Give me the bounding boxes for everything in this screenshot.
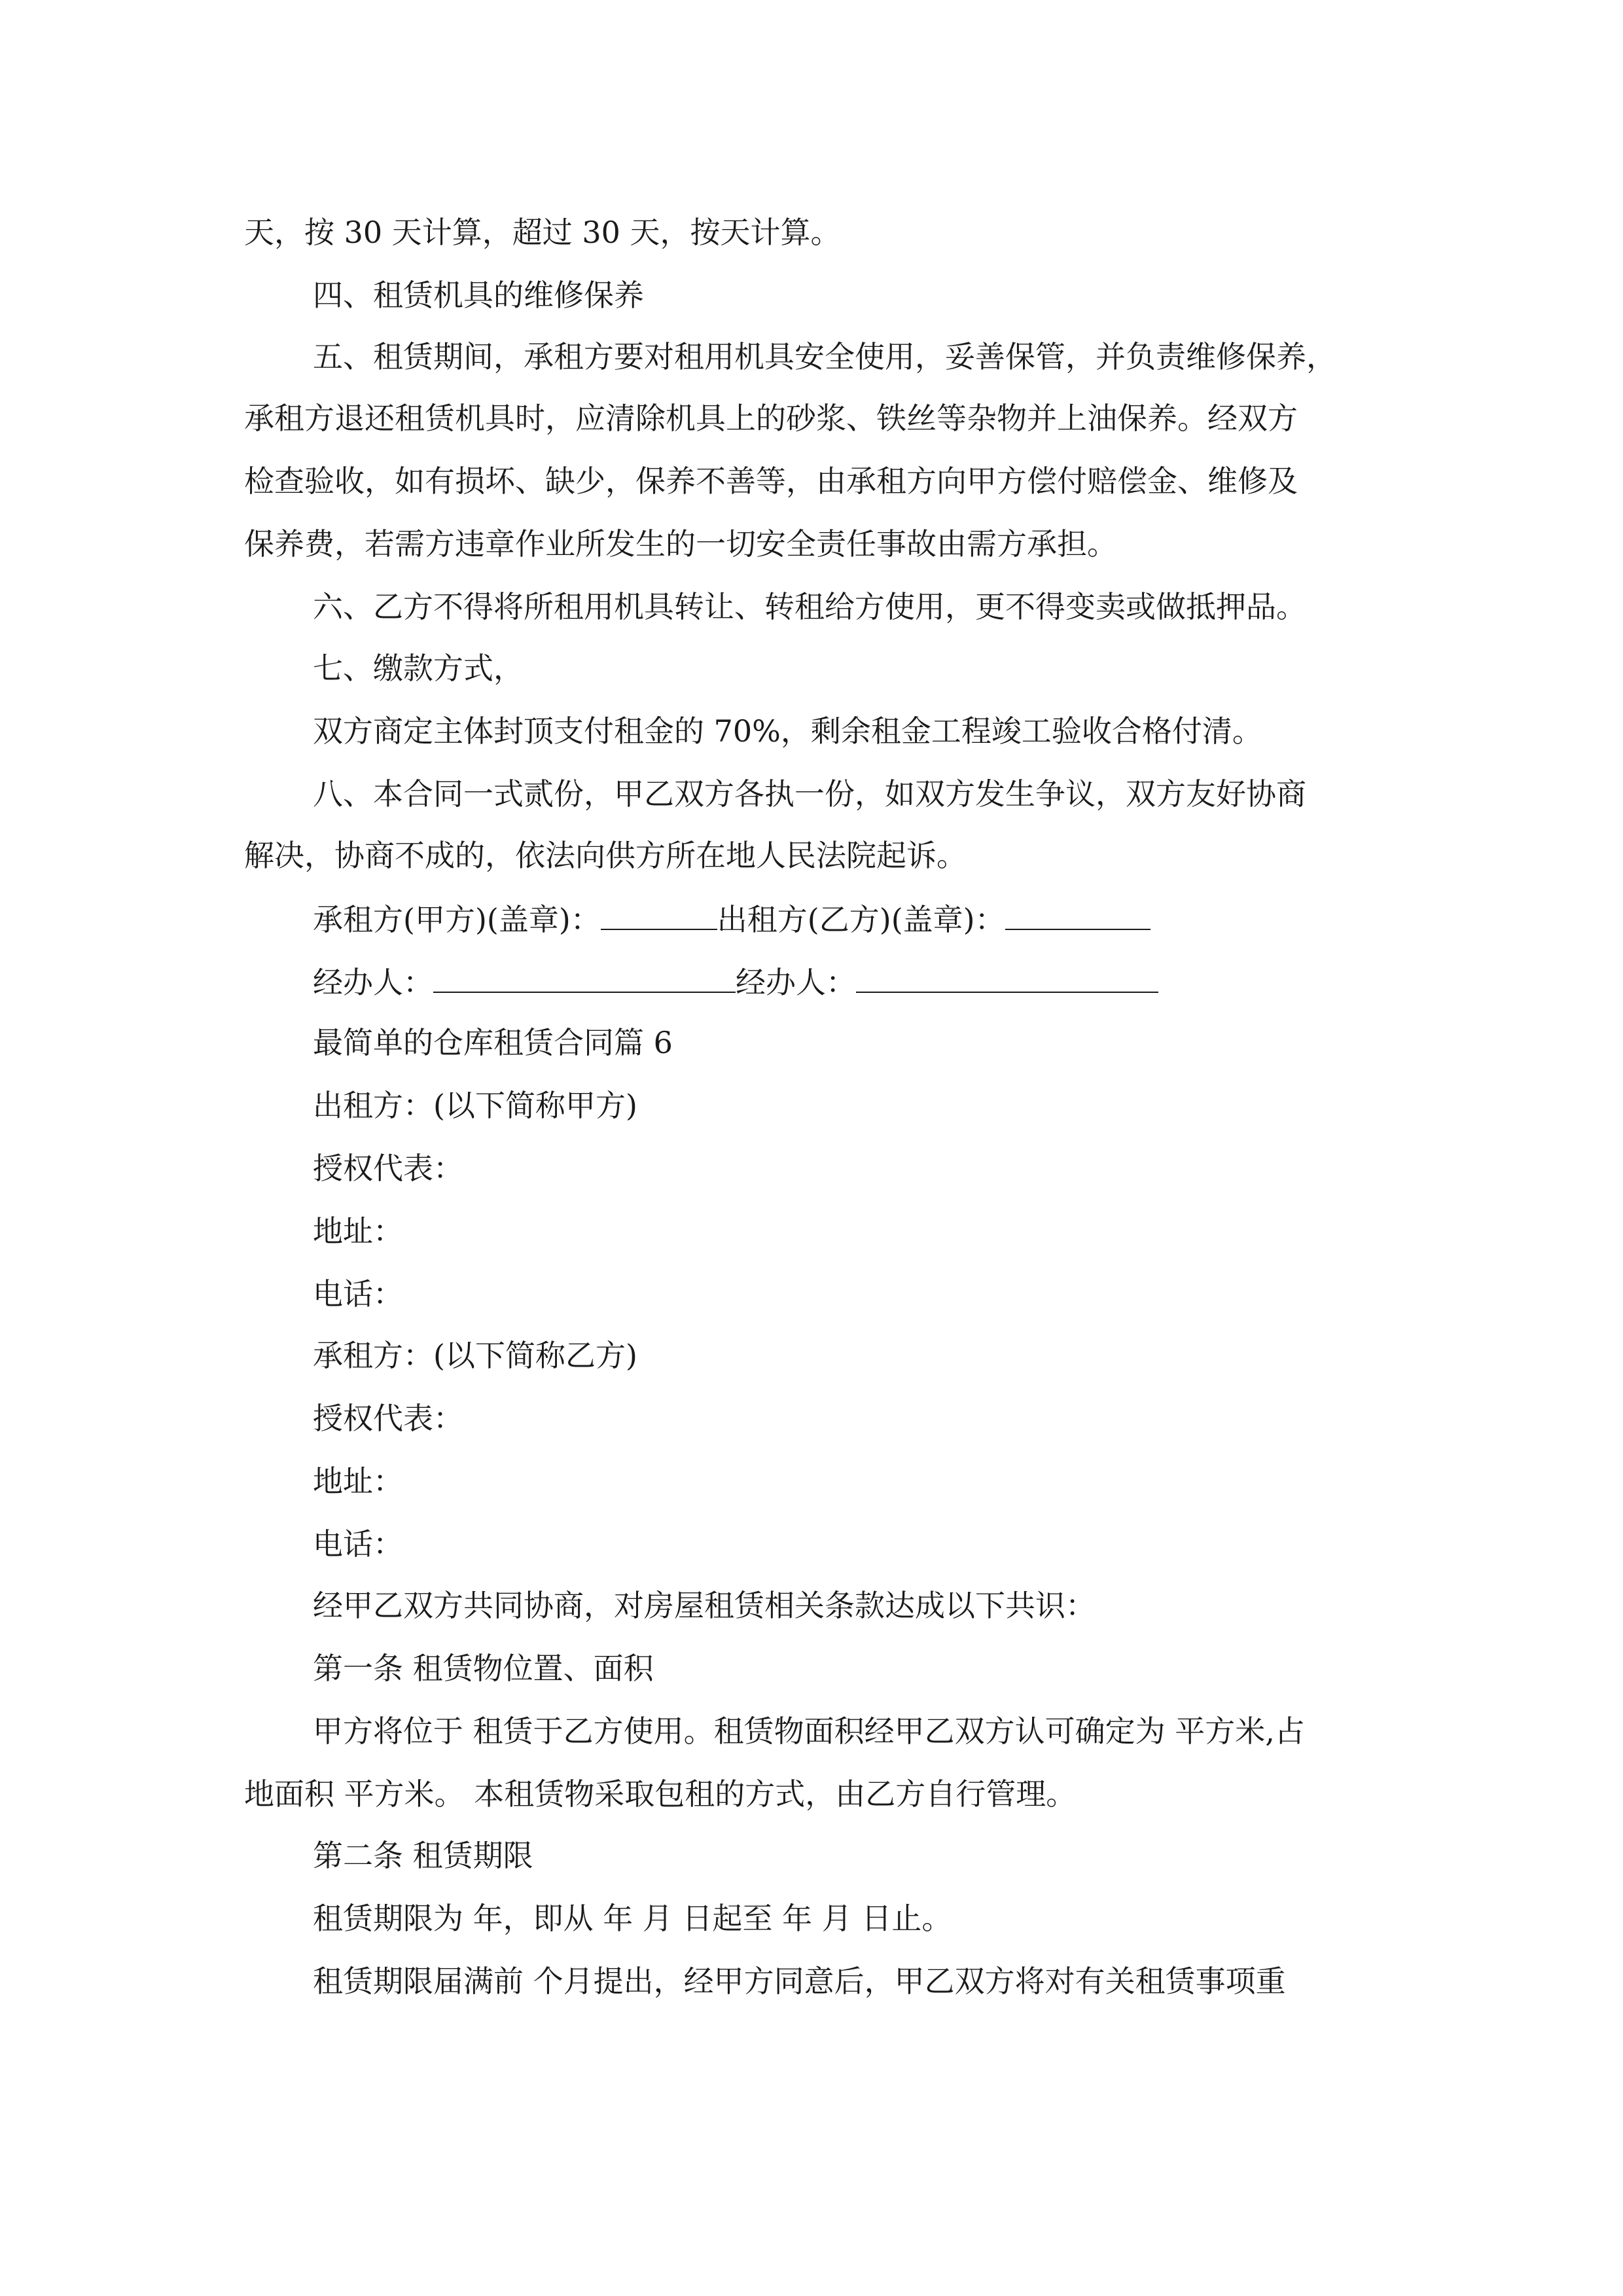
section-heading: 第二条 租赁期限 xyxy=(313,1838,533,1873)
text-line: 解决，协商不成的，依法向供方所在地人民法院起诉。 xyxy=(244,838,967,873)
text-line: 保养费，若需方违章作业所发生的一切安全责任事故由需方承担。 xyxy=(244,526,1117,562)
lessee-seal-blank xyxy=(601,899,717,930)
lessor-seal-label: 出租方(乙方)(盖章)： xyxy=(717,902,1005,937)
text-line: 六、乙方不得将所租用机具转让、转租给方使用，更不得变卖或做抵押品。 xyxy=(313,589,1306,624)
text-line: 电话： xyxy=(313,1276,403,1312)
signature-row-handlers xyxy=(313,961,1158,1001)
handler-blank-1 xyxy=(433,961,736,993)
lessee-seal-label: 承租方(甲方)(盖章)： xyxy=(313,902,601,937)
text-line: 电话： xyxy=(313,1526,403,1562)
text-line: 八、本合同一式贰份，甲乙双方各执一份，如双方发生争议，双方友好协商 xyxy=(313,776,1306,812)
text-line: 双方商定主体封顶支付租金的 70%，剩余租金工程竣工验收合格付清。 xyxy=(313,713,1262,749)
handler-blank-2 xyxy=(856,961,1158,993)
text-line: 天，按 30 天计算，超过 30 天，按天计算。 xyxy=(244,215,841,250)
signature-row-parties xyxy=(313,899,1150,938)
text-line: 授权代表： xyxy=(313,1151,463,1186)
handler-label-2: 经办人： xyxy=(736,965,856,1000)
text-line: 出租方：(以下简称甲方) xyxy=(313,1088,637,1123)
handler-label-1: 经办人： xyxy=(313,965,433,1000)
text-line: 经甲乙双方共同协商，对房屋租赁相关条款达成以下共识： xyxy=(313,1588,1096,1623)
contract-title: 最简单的仓库租赁合同篇 6 xyxy=(313,1025,673,1060)
text-line: 授权代表： xyxy=(313,1401,463,1436)
text-line: 地址： xyxy=(313,1213,403,1249)
text-line: 甲方将位于 租赁于乙方使用。租赁物面积经甲乙双方认可确定为 平方米,占 xyxy=(313,1713,1305,1749)
text-line: 地面积 平方米。 本租赁物采取包租的方式，由乙方自行管理。 xyxy=(244,1776,1077,1812)
text-line: 五、租赁期间，承租方要对租用机具安全使用，妥善保管，并负责维修保养， xyxy=(313,339,1336,374)
section-heading: 第一条 租赁物位置、面积 xyxy=(313,1651,654,1686)
text-line: 租赁期限届满前 个月提出，经甲方同意后，甲乙双方将对有关租赁事项重 xyxy=(313,1964,1286,1999)
lessor-seal-blank xyxy=(1005,899,1150,930)
section-heading: 七、缴款方式， xyxy=(313,651,524,686)
text-line: 承租方：(以下简称乙方) xyxy=(313,1338,637,1373)
text-line: 检查验收，如有损坏、缺少，保养不善等，由承租方向甲方偿付赔偿金、维修及 xyxy=(244,463,1298,499)
text-line: 地址： xyxy=(313,1463,403,1499)
text-line: 承租方退还租赁机具时，应清除机具上的砂浆、铁丝等杂物并上油保养。经双方 xyxy=(244,401,1298,436)
section-heading: 四、租赁机具的维修保养 xyxy=(313,278,644,313)
text-line: 租赁期限为 年，即从 年 月 日起至 年 月 日止。 xyxy=(313,1901,952,1936)
